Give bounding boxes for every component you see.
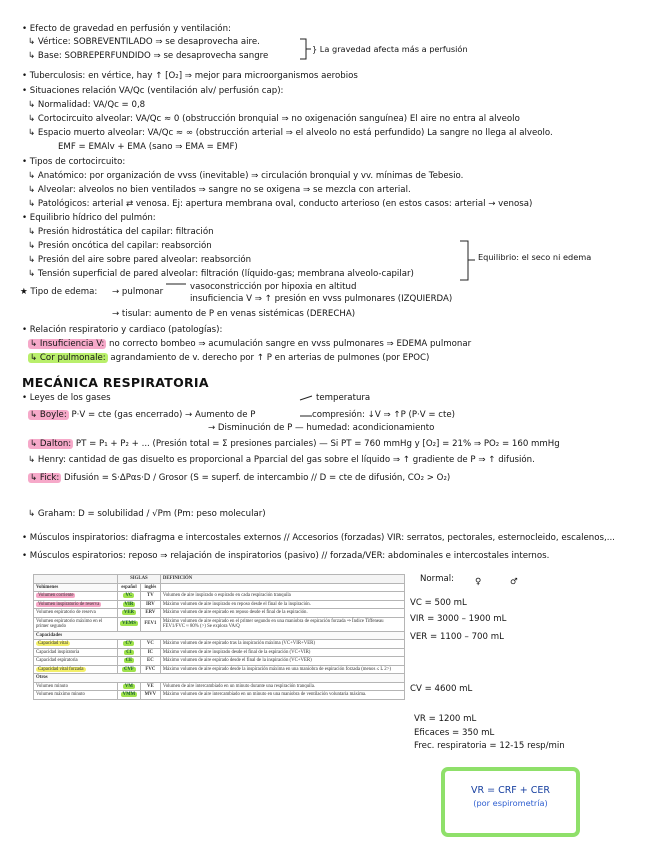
side-note: ♀ bbox=[475, 577, 482, 587]
note-text: P·V = cte (gas encerrado) → Aumento de P bbox=[68, 410, 256, 420]
table-cell: EC bbox=[140, 657, 160, 666]
abbrev: VEMS bbox=[122, 621, 136, 627]
table-section: Capacidades bbox=[34, 631, 405, 640]
note-line: • Tuberculosis: en vértice, hay ↑ [O₂] ⇒ mejor para microorganismos aerobios bbox=[22, 71, 358, 81]
brace bbox=[300, 39, 311, 59]
table-cell: VE bbox=[140, 682, 160, 691]
side-note: VIR = 3000 – 1900 mL bbox=[410, 614, 507, 624]
table-cell: Volumen de aire inspirado o espirado en cada respiración tranquila bbox=[160, 592, 404, 601]
table-cell: Máximo volumen de aire espirado en reposo desde el final de la espiración. bbox=[160, 609, 404, 618]
abbrev: CVF bbox=[124, 666, 134, 672]
abbrev: CI bbox=[126, 649, 132, 655]
abbrev: VC bbox=[125, 593, 133, 598]
note-line: ↳ Patológicos: arterial ⇄ venosa. Ej: apertura membrana oval, conducto arterioso (en estos casos: arterial → venosa) bbox=[28, 199, 533, 209]
abbrev: VMM bbox=[122, 692, 136, 697]
table-header: SIGLAS bbox=[118, 575, 161, 584]
table-header: DEFINICIÓN bbox=[160, 575, 404, 584]
note-line: ↳ Henry: cantidad de gas disuelto es proporcional a Pparcial del gas sobre el líquido ⇒ ↑ gradiente de P ⇒ ↑ difusión. bbox=[28, 455, 535, 465]
table-cell: Volumen espiratorio máximo en el primer segundo bbox=[34, 617, 118, 631]
note-line: ↳ Cortocircuito alveolar: VA/Qc ≈ 0 (obstrucción bronquial ⇒ no oxigenación sanguínea) El aire no entra al alveolo bbox=[28, 114, 520, 124]
note-text: Difusión = S·ΔPαs·D / Grosor (S = superf. de intercambio // D = cte de difusión, CO₂ > O₂) bbox=[61, 473, 451, 483]
table-cell: IC bbox=[140, 648, 160, 657]
note-line: • Leyes de los gases bbox=[22, 393, 111, 403]
table-cell: FEV1 bbox=[140, 617, 160, 631]
table-cell: Máximo volumen de aire intercambiado en un minuto en una maniobra de ventilación voluntaria máxima. bbox=[160, 691, 404, 700]
note-line: ★ Tipo de edema: bbox=[20, 287, 98, 297]
note-line: • Músculos espiratorios: reposo ⇒ relajación de inspiratorios (pasivo) // forzada/VER: abdominales e intercostales internos. bbox=[22, 551, 550, 561]
side-note: VER = 1100 – 700 mL bbox=[410, 632, 504, 642]
note-text: agrandamiento de v. derecho por ↑ P en arterias de pulmones (por EPOC) bbox=[107, 353, 430, 363]
side-note: ♂ bbox=[510, 577, 518, 587]
table-cell: VC bbox=[140, 640, 160, 649]
highlight: ↳ Fick: bbox=[30, 473, 60, 483]
section-title: MECÁNICA RESPIRATORIA bbox=[22, 375, 209, 390]
table-section: Volúmenes bbox=[34, 583, 118, 592]
note-line: • Tipos de cortocircuito: bbox=[22, 157, 126, 167]
note-line: ↳ Vértice: SOBREVENTILADO ⇒ se desaprovecha aire. bbox=[28, 37, 260, 47]
highlight: Capacidad vital bbox=[38, 641, 68, 646]
note-text: PT = P₁ + P₂ + ... (Presión total = Σ presiones parciales) — Si PT = 760 mmHg y [O₂] = 21% ⇒ PO₂ = 160 mmHg bbox=[73, 439, 560, 449]
note-line: ↳ Espacio muerto alveolar: VA/Qc ≈ ∞ (obstrucción arterial ⇒ el alveolo no está perfundido) La sangre no llega al alveolo. bbox=[28, 128, 553, 138]
note-line: → tisular: aumento de P en venas sistémicas (DERECHA) bbox=[112, 309, 356, 319]
note-line: • Músculos inspiratorios: diafragma e intercostales externos // Accesorios (forzadas) VIR: serratos, pectorales, esternocleido, escalenos,... bbox=[22, 533, 615, 543]
note-line: • Situaciones relación VA/Qc (ventilación alv/ perfusión cap): bbox=[22, 86, 284, 96]
note-line: • Equilibrio hídrico del pulmón: bbox=[22, 213, 156, 223]
note-line: temperatura bbox=[316, 393, 371, 403]
table-cell: Máximo volumen de aire espirado en el primer segundo en una maniobra de espiración forzada ⇒ Índice Tiffeneau FEV1/FVC ≈ 80% (>) Se explora VA/Q bbox=[160, 617, 404, 631]
note-line: • Relación respiratorio y cardiaco (patologías): bbox=[22, 325, 223, 335]
table-cell: Máximo volumen de aire espirado desde la inspiración máxima en una maniobra de espiración forzada (menos ≤ L 2>) bbox=[160, 665, 404, 674]
note-line: • Efecto de gravedad en perfusión y ventilación: bbox=[22, 24, 231, 34]
table-cell: IRV bbox=[140, 600, 160, 609]
abbrev: VIR bbox=[124, 601, 134, 607]
arrow-line bbox=[300, 396, 312, 416]
note-line: } La gravedad afecta más a perfusión bbox=[312, 44, 468, 54]
side-note: CV = 4600 mL bbox=[410, 684, 473, 694]
note-line: ↳ Presión hidrostática del capilar: filtración bbox=[28, 227, 214, 237]
highlight: ↳ Insuficiencia V: bbox=[30, 339, 105, 349]
table-cell: Capacidad espiratoria bbox=[34, 657, 118, 666]
table-cell: Capacidad inspiratoria bbox=[34, 648, 118, 657]
note-text: no correcto bombeo ⇒ acumulación sangre en vvss pulmonares ⇒ EDEMA pulmonar bbox=[106, 339, 472, 349]
note-line: → pulmonar bbox=[112, 287, 164, 297]
brace bbox=[460, 241, 475, 280]
table-cell: Volumen de aire intercambiado en un minuto durante una respiración tranquila. bbox=[160, 682, 404, 691]
note-line: → Disminución de P — humedad: acondicionamiento bbox=[208, 423, 435, 433]
note-line: ↳ Normalidad: VA/Qc = 0,8 bbox=[28, 100, 146, 110]
formula: VR = CRF + CER bbox=[470, 785, 551, 796]
note-line: vasoconstricción por hipoxia en altitud bbox=[190, 282, 357, 292]
note-line: EMF = EMAlv + EMA (sano ⇒ EMA = EMF) bbox=[58, 142, 238, 152]
note-line: compresión: ↓V ⇒ ↑P (P·V = cte) bbox=[312, 410, 456, 420]
note-line: ↳ Presión del aire sobre pared alveolar: reabsorción bbox=[28, 255, 252, 265]
table-cell: Volumen máximo minuto bbox=[34, 691, 118, 700]
highlight: ↳ Cor pulmonale: bbox=[30, 353, 106, 363]
table-cell: Volumen minuto bbox=[34, 682, 118, 691]
note-line: Equilibrio: el seco ni edema bbox=[478, 252, 592, 262]
note-line: ↳ Anatómico: por organización de vvss (inevitable) ⇒ circulación bronquial y vv. mínimas de Tebesio. bbox=[28, 171, 464, 181]
formula-note: (por espirometría) bbox=[473, 798, 548, 808]
table-cell: TV bbox=[140, 592, 160, 601]
note-line: ↳ Alveolar: alveolos no bien ventilados ⇒ sangre no se oxigena ⇒ se mezcla con arterial. bbox=[28, 185, 411, 195]
note-line: ↳ Base: SOBREPERFUNDIDO ⇒ se desaprovecha sangre bbox=[28, 51, 269, 61]
note-line: insuficiencia V ⇒ ↑ presión en vvss pulmonares (IZQUIERDA) bbox=[190, 294, 453, 304]
highlight: ↳ Boyle: bbox=[30, 410, 67, 420]
highlight: ↳ Dalton: bbox=[30, 439, 72, 449]
note-line: ↳ Graham: D = solubilidad / √Pm (Pm: peso molecular) bbox=[28, 509, 266, 519]
abbrev: VM bbox=[124, 683, 133, 689]
table-cell: ERV bbox=[140, 609, 160, 618]
table-cell: Volumen espiratorio de reserva bbox=[34, 609, 118, 618]
abbrev: CV bbox=[125, 641, 133, 646]
highlight: Volumen inspiratorio de reserva bbox=[38, 601, 100, 607]
side-note: VR = 1200 mL bbox=[414, 714, 477, 724]
table-cell: FVC bbox=[140, 665, 160, 674]
highlight: Capacidad vital forzada bbox=[38, 666, 84, 672]
table-cell: Máximo volumen de aire espirado tras la inspiración máxima (VC+VIR+VER) bbox=[160, 640, 404, 649]
abbrev: VER bbox=[123, 610, 134, 615]
table-header: español bbox=[118, 583, 141, 592]
abbrev: CE bbox=[125, 658, 133, 663]
table-cell: MVV bbox=[140, 691, 160, 700]
highlight: Volumen corriente bbox=[38, 593, 74, 598]
table-cell: Máximo volumen de aire inspirado desde el final de la espiración (VC+VIR) bbox=[160, 648, 404, 657]
note-line: ↳ Tensión superficial de pared alveolar: filtración (líquido-gas; membrana alveolo-capilar) bbox=[28, 269, 414, 279]
table-cell: Máximo volumen de aire espirado desde el final de la inspiración (VC+VER) bbox=[160, 657, 404, 666]
table-cell: Máximo volumen de aire inspirado en reposo desde el final de la inspiración. bbox=[160, 600, 404, 609]
side-note: Normal: bbox=[420, 574, 454, 584]
side-note: Frec. respiratoria = 12-15 resp/min bbox=[414, 741, 565, 751]
side-note: VC = 500 mL bbox=[410, 598, 467, 608]
table-section: Otros bbox=[34, 674, 405, 683]
note-line: ↳ Presión oncótica del capilar: reabsorción bbox=[28, 241, 212, 251]
side-note: Eficaces = 350 mL bbox=[414, 728, 495, 738]
table-header: inglés bbox=[140, 583, 160, 592]
